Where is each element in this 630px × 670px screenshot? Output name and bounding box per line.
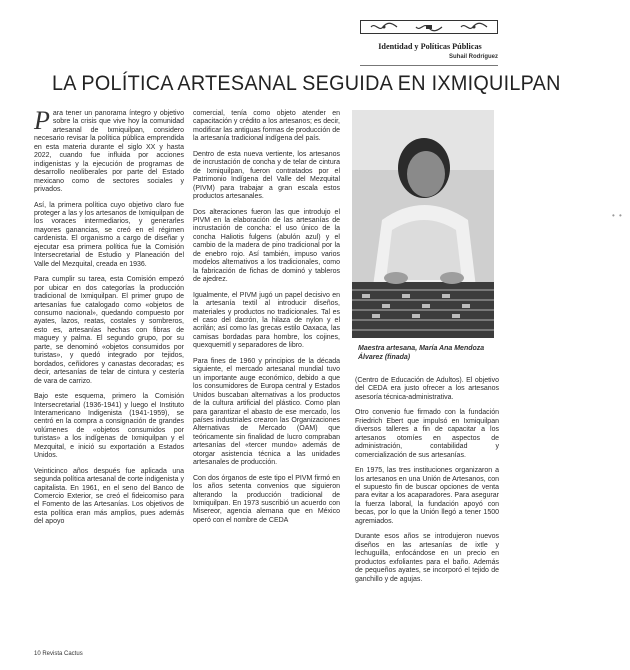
- paragraph: Dos alteraciones fueron las que introdujo el PIVM en la elaboración de las artesanías de incrustación de concha: el uso único de la concha Haliotis fulgens (abulón azul) y el cambio de la madera de pino tradicional por la de enebro rojo. Así también, impuso varios modelos alternativos a los tradicionales, como la fabricación de fichas de dominó y tableros de ajedrez.: [193, 208, 340, 284]
- author-name: Suhail Rodríguez: [448, 54, 498, 60]
- paragraph-text: ara tener un panorama íntegro y objetivo sobre la crisis que vive hoy la comunidad artesanal de Ixmiquilpan, considero necesario revisar la política pública emprendida en esta materia durante el siglo XX y hasta 2022, cuando fue influida por acciones indigenistas y la ejecución de programas de desarrollo neoliberales por parte del Estado mexicano como de sectores sociales y privados.: [34, 110, 184, 194]
- artisan-weaving-image: [352, 110, 494, 338]
- photo-caption: Maestra artesana, María Ana Mendoza Álvarez (finada): [358, 345, 485, 361]
- paragraph: Otro convenio fue firmado con la fundación Friedrich Ebert que impulsó en Ixmiquilpan diversos talleres a fin de capacitar a los artesanos otomíes en aspectos de administración, contabilidad y comercialización de sus artesanías.: [355, 409, 499, 459]
- article-column-3: [355, 377, 499, 591]
- paragraph: Dentro de esta nueva vertiente, los artesanos de incrustación de concha y de telar de cintura de Ixmiquilpan, fueron contratados por el Patrimonio Indígena del Valle del Mezquital (PIVM) para trabajar a gran escala estos productos artesanales.: [193, 150, 340, 201]
- article-column-1: [34, 106, 184, 534]
- article-headline: LA POLÍTICA ARTESANAL SEGUIDA EN IXMIQUILPAN: [52, 71, 561, 95]
- paragraph: Para cumplir su tarea, esta Comisión empezó por ubicar en dos categorías la producción tradicional de Ixmiquilpan. El primer grupo de artesanías fue catalogado como «objetos de consumo nacional», quedando compuesto por ayates, lazos, reatas, costales y sombreros, esto es, artesanías hechas con fibras de maguey y palma. El segundo grupo, por su parte, se denominó «objetos consumidos por turistas», y quedó integrado por tejidos, bordados, ceñidores y canastas decoradas; es decir, artesanías de telar de cintura y cestería de vara de carrizo.: [34, 276, 184, 385]
- section-header: [360, 20, 498, 72]
- ornament-center-icon: [414, 22, 444, 32]
- paragraph: [34, 106, 184, 195]
- paragraph: Para fines de 1960 y principios de la década siguiente, el mercado artesanal mundial tuvo un importante auge económico, debido a que los consumidores de Europa central y Estados Unidos buscaban alternativas a los productos de la cultura artificial del plástico. Como plan para garantizar el abasto de ese mercado, los países industriales crearon las Organizaciones Alternativas de Mercado (OAM) que teóricamente sin finalidad de lucro compraban artesanías del «tercer mundo» además de otorgar asistencia técnica a las unidades artesanales de producción.: [193, 357, 340, 467]
- article-column-2: [193, 110, 340, 532]
- paragraph: Con dos órganos de este tipo el PIVM firmó en los años setenta convenios que siguieron alterando la producción tradicional de Ixmiquilpan. En 1973 suscribió un acuerdo con Misereor, agencia alemana que en México operó con el nombre de CEDA: [193, 474, 340, 524]
- page-footer: 10 Revista Cactus: [34, 651, 83, 657]
- ornament-right-icon: [459, 22, 489, 32]
- section-divider: [360, 65, 498, 66]
- paragraph: Durante esos años se introdujeron nuevos diseños en las artesanías de ixtle y lechuguilla, enfocándose en un precio en productos exfoliantes para el baño. Además de pequeños ayates, se incorporó el tejido de ganchillo y de agujas.: [355, 533, 499, 583]
- paragraph: Igualmente, el PIVM jugó un papel decisivo en la artesanía textil al introducir diseños, materiales y productos no tradicionales. Tal es el caso del dacrón, la hilaza de nylon y el acrilán; así como las grecas estilo Oaxaca, las camisas bordadas para hombre, los cojines, quexquemitl y separadores de libro.: [193, 291, 340, 350]
- paragraph: Bajo este esquema, primero la Comisión Intersecretarial (1936-1941) y luego el Instituto Interamericano Indigenista (1941-1959), se centró en la compra a consignación de grandes volúmenes de «objetos consumidos por turistas» a los indígenas de Ixmiquilpan y el Mezquital, e inició su exportación a Estados Unidos.: [34, 393, 184, 460]
- artisan-photo: [352, 110, 494, 338]
- paragraph: Veinticinco años después fue aplicada una segunda política artesanal de corte indigenista y capitalista. En 1961, en el seno del Banco de Comercio Exterior, se creó el fideicomiso para el Fomento de las Artesanías. Los objetivos de esta política eran más amplios, pues además del apoyo: [34, 467, 184, 526]
- ornament-band: [360, 20, 498, 34]
- paragraph: En 1975, las tres instituciones organizaron a los artesanos en una Unión de Artesanos, con el supuesto fin de buscar opciones de venta para evitar a los acaparadores. Para asegurar la fuerza laboral, la fundación apoyó con becas, por lo que la Unión llegó a tener 1500 agremiados.: [355, 467, 499, 525]
- paragraph: comercial, tenía como objeto atender en capacitación y crédito a los artesanos; es decir, modificar las antiguas formas de producción de la artesanía tradicional indígena del país.: [193, 110, 340, 143]
- ornament-left-icon: [369, 22, 399, 32]
- paragraph: Así, la primera política cuyo objetivo claro fue proteger a las y los artesanos de Ixmiquilpan de los voraces intermediarios, y generarles mayores ganancias, se creó en el régimen cardenista. El organismo a cargo de diseñar y ejecutar esa primera política fue la Comisión Intersecretarial de Estudio y Planeación del Valle del Mezquital, creada en 1936.: [34, 201, 184, 268]
- drop-cap: P: [34, 106, 50, 135]
- margin-marks: • •: [612, 211, 623, 220]
- paragraph: (Centro de Educación de Adultos). El objetivo del CEDA era justo ofrecer a los artesanos asesoría técnica-administrativa.: [355, 377, 499, 401]
- section-title: Identidad y Políticas Públicas: [378, 42, 482, 51]
